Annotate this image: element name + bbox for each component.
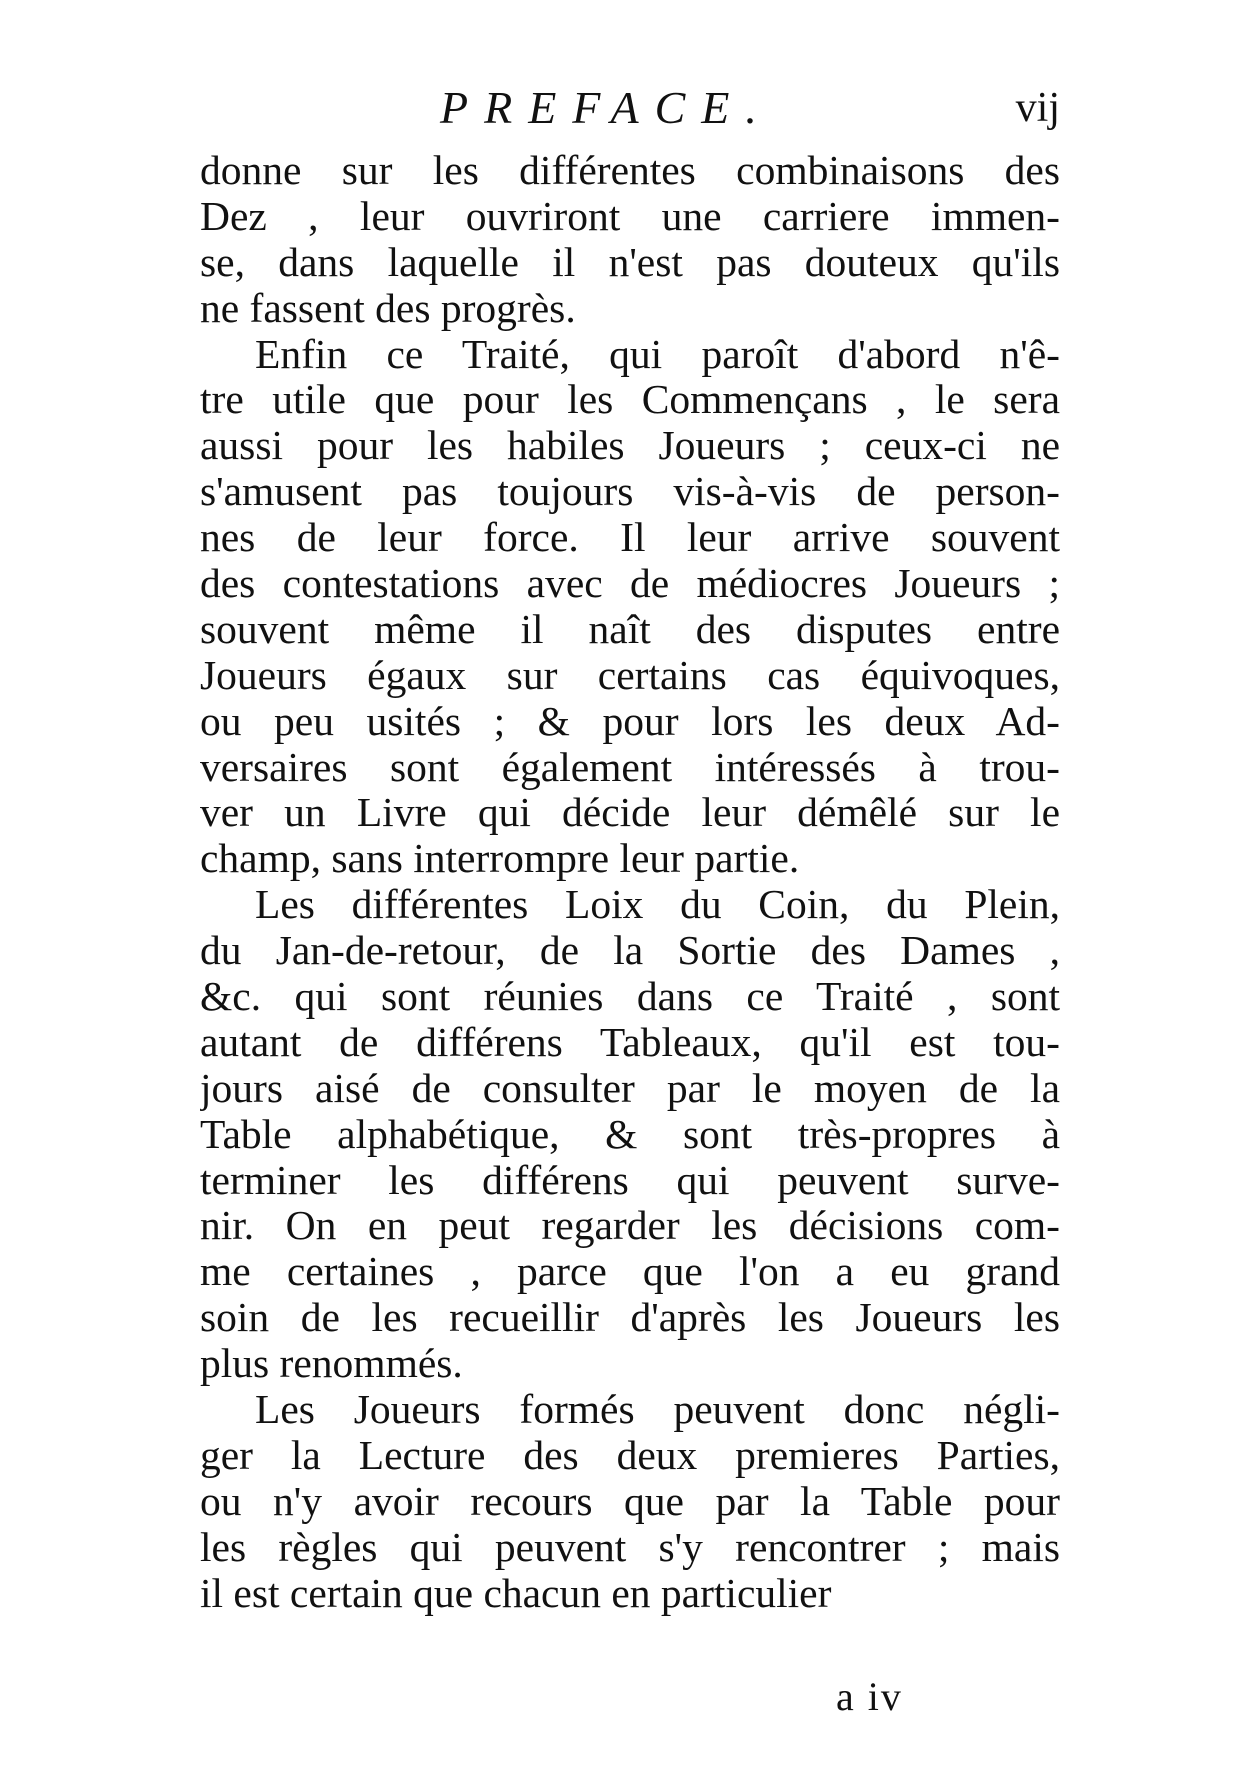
text-line: Les Joueurs formés peuvent donc négli- <box>255 1387 1060 1433</box>
signature-mark: a iv <box>836 1674 903 1719</box>
text-line: s'amusent pas toujours vis-à-vis de person- <box>200 469 1060 515</box>
text-line: nir. On en peut regarder les décisions com- <box>200 1203 1060 1249</box>
text-line: autant de différens Tableaux, qu'il est tou- <box>200 1019 1060 1065</box>
text-line: &c. qui sont réunies dans ce Traité , sont <box>200 974 1060 1020</box>
text-line: ver un Livre qui décide leur démêlé sur le <box>200 790 1060 836</box>
page-number: vij <box>1015 85 1060 131</box>
text-line: donne sur les différentes combinaisons des <box>200 148 1060 193</box>
text-line: me certaines , parce que l'on a eu grand <box>200 1249 1060 1295</box>
text-line: plus renommés. <box>200 1341 463 1387</box>
text-line: champ, sans interrompre leur partie. <box>200 836 800 882</box>
running-title: PREFACE. <box>440 82 773 133</box>
paragraph <box>200 882 1060 1387</box>
text-line: Joueurs égaux sur certains cas équivoques, <box>200 652 1060 698</box>
text-line: soin de les recueillir d'après les Joueurs les <box>200 1295 1060 1341</box>
text-line: des contestations avec de médiocres Joueurs ; <box>200 561 1060 607</box>
text-line: Table alphabétique, & sont très-propres à <box>200 1111 1060 1157</box>
text-line: nes de leur force. Il leur arrive souvent <box>200 515 1060 561</box>
paragraph <box>200 1387 1060 1616</box>
text-line: Enfin ce Traité, qui paroît d'abord n'ê- <box>255 331 1060 377</box>
text-line: ou n'y avoir recours que par la Table pour <box>200 1478 1060 1524</box>
text-line: Les différentes Loix du Coin, du Plein, <box>255 882 1060 928</box>
body-text <box>200 148 1060 1617</box>
page-header <box>200 78 1060 138</box>
text-line: terminer les différens qui peuvent surve- <box>200 1157 1060 1203</box>
text-line: tre utile que pour les Commençans , le sera <box>200 377 1060 423</box>
text-line: se, dans laquelle il n'est pas douteux qu'ils <box>200 239 1060 285</box>
paragraph <box>200 332 1060 883</box>
text-line: Dez , leur ouvriront une carriere immen- <box>200 193 1060 239</box>
text-line: jours aisé de consulter par le moyen de la <box>200 1065 1060 1111</box>
paragraph <box>200 148 1060 332</box>
text-line: ne fassent des progrès. <box>200 285 576 331</box>
page-footer <box>200 1672 1060 1722</box>
text-line: aussi pour les habiles Joueurs ; ceux-ci ne <box>200 423 1060 469</box>
text-line: du Jan-de-retour, de la Sortie des Dames , <box>200 928 1060 974</box>
text-line: il est certain que chacun en particulier <box>200 1570 832 1616</box>
text-line: les règles qui peuvent s'y rencontrer ; mais <box>200 1524 1060 1570</box>
text-line: versaires sont également intéressés à trou- <box>200 744 1060 790</box>
text-line: souvent même il naît des disputes entre <box>200 606 1060 652</box>
text-line: ger la Lecture des deux premieres Parties, <box>200 1432 1060 1478</box>
text-line: ou peu usités ; & pour lors les deux Ad- <box>200 698 1060 744</box>
